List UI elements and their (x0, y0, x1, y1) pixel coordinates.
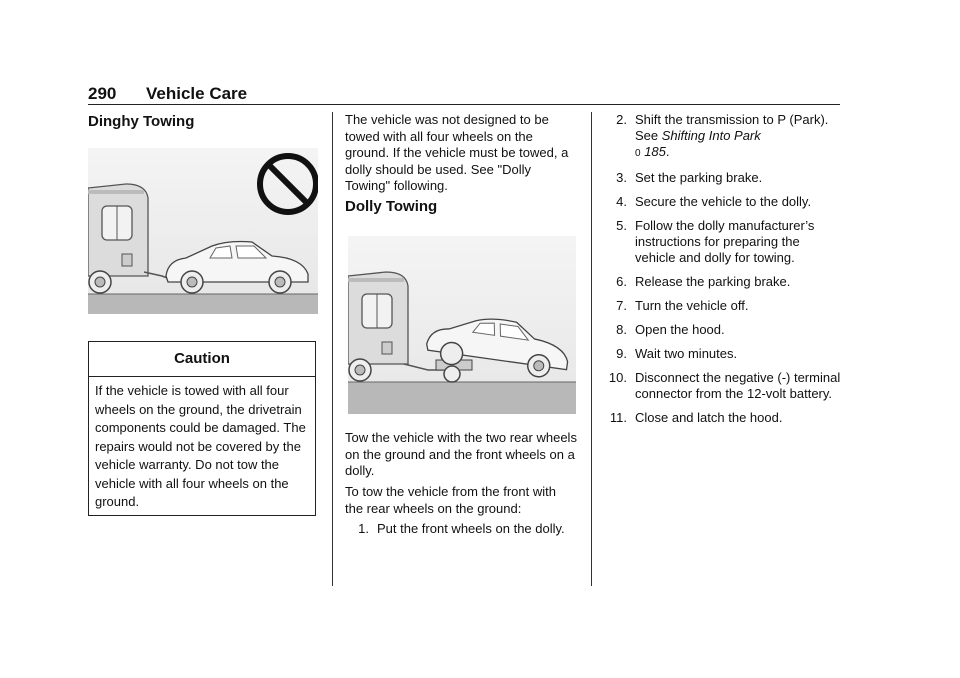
dinghy-towing-heading: Dinghy Towing (88, 113, 195, 130)
step-text: Disconnect the negative (-) terminal connector from the 12-volt battery. (635, 370, 841, 401)
intro-paragraph: The vehicle was not designed to be towed with all four wheels on the ground. If the vehicle must be towed, a dolly should be used. See "Dolly Towing" following. (345, 112, 569, 193)
step-number: 1. (358, 521, 369, 536)
step-1 (345, 521, 609, 537)
dolly-towing-heading: Dolly Towing (345, 198, 438, 215)
dolly-paragraph-1: Tow the vehicle with the two rear wheels on the ground and the front wheels on a dolly. (345, 430, 577, 478)
step-text: Wait two minutes. (635, 346, 738, 361)
step-9 (603, 346, 843, 362)
step-number: 10. (608, 370, 627, 385)
step-6 (603, 274, 843, 290)
step-8 (603, 322, 843, 338)
caution-title: Caution (89, 342, 315, 377)
caution-text: If the vehicle is towed with all four wheels on the ground, the drivetrain components could be damaged. The repairs would not be covered by the vehicle warranty. Do not tow the vehicle with all four wheels on the ground. (95, 383, 306, 509)
step-text: Shift the transmission to P (Park). See (635, 112, 829, 143)
header-rule (88, 104, 840, 105)
step-text: Put the front wheels on the dolly. (377, 521, 565, 536)
step-text: Release the parking brake. (635, 274, 791, 289)
step-number: 8. (616, 322, 627, 337)
step-7 (603, 298, 843, 314)
step-text: Turn the vehicle off. (635, 298, 749, 313)
caution-box (88, 341, 316, 516)
step-number: 7. (616, 298, 627, 313)
step-10 (603, 370, 843, 402)
step-number: 5. (616, 218, 627, 233)
step-number: 3. (616, 170, 627, 185)
page-header (88, 84, 840, 104)
steps-list (603, 112, 843, 434)
step-text: Open the hood. (635, 322, 725, 337)
step-number: 4. (616, 194, 627, 209)
section-title: Vehicle Care (146, 84, 248, 103)
column-2 (345, 112, 577, 195)
step-5 (603, 218, 843, 266)
step-text: Close and latch the hood. (635, 410, 783, 425)
column-divider (332, 112, 333, 586)
dolly-paragraph-2: To tow the vehicle from the front with the rear wheels on the ground: (345, 484, 556, 516)
step-2 (603, 112, 843, 162)
step-suffix: . (665, 144, 670, 159)
column-divider (591, 112, 592, 586)
step-number: 6. (616, 274, 627, 289)
dolly-towing-illustration (348, 236, 576, 414)
step-3 (603, 170, 843, 186)
step-number: 11. (609, 410, 627, 425)
dinghy-towing-illustration (88, 148, 318, 314)
step-text: Secure the vehicle to the dolly. (635, 194, 812, 209)
page-reference[interactable]: 185 (644, 144, 666, 159)
step-number: 9. (616, 346, 627, 361)
step-text: Set the parking brake. (635, 170, 763, 185)
step-number: 2. (616, 112, 627, 127)
page-number: 290 (88, 84, 117, 103)
cross-reference-link[interactable]: Shifting Into Park (661, 128, 761, 143)
step-11 (603, 410, 843, 426)
step-4 (603, 194, 843, 210)
step-text: Follow the dolly manufacturer’s instructions for preparing the vehicle and dolly for towing. (635, 218, 815, 265)
page-reference-icon: 0 (635, 148, 641, 159)
